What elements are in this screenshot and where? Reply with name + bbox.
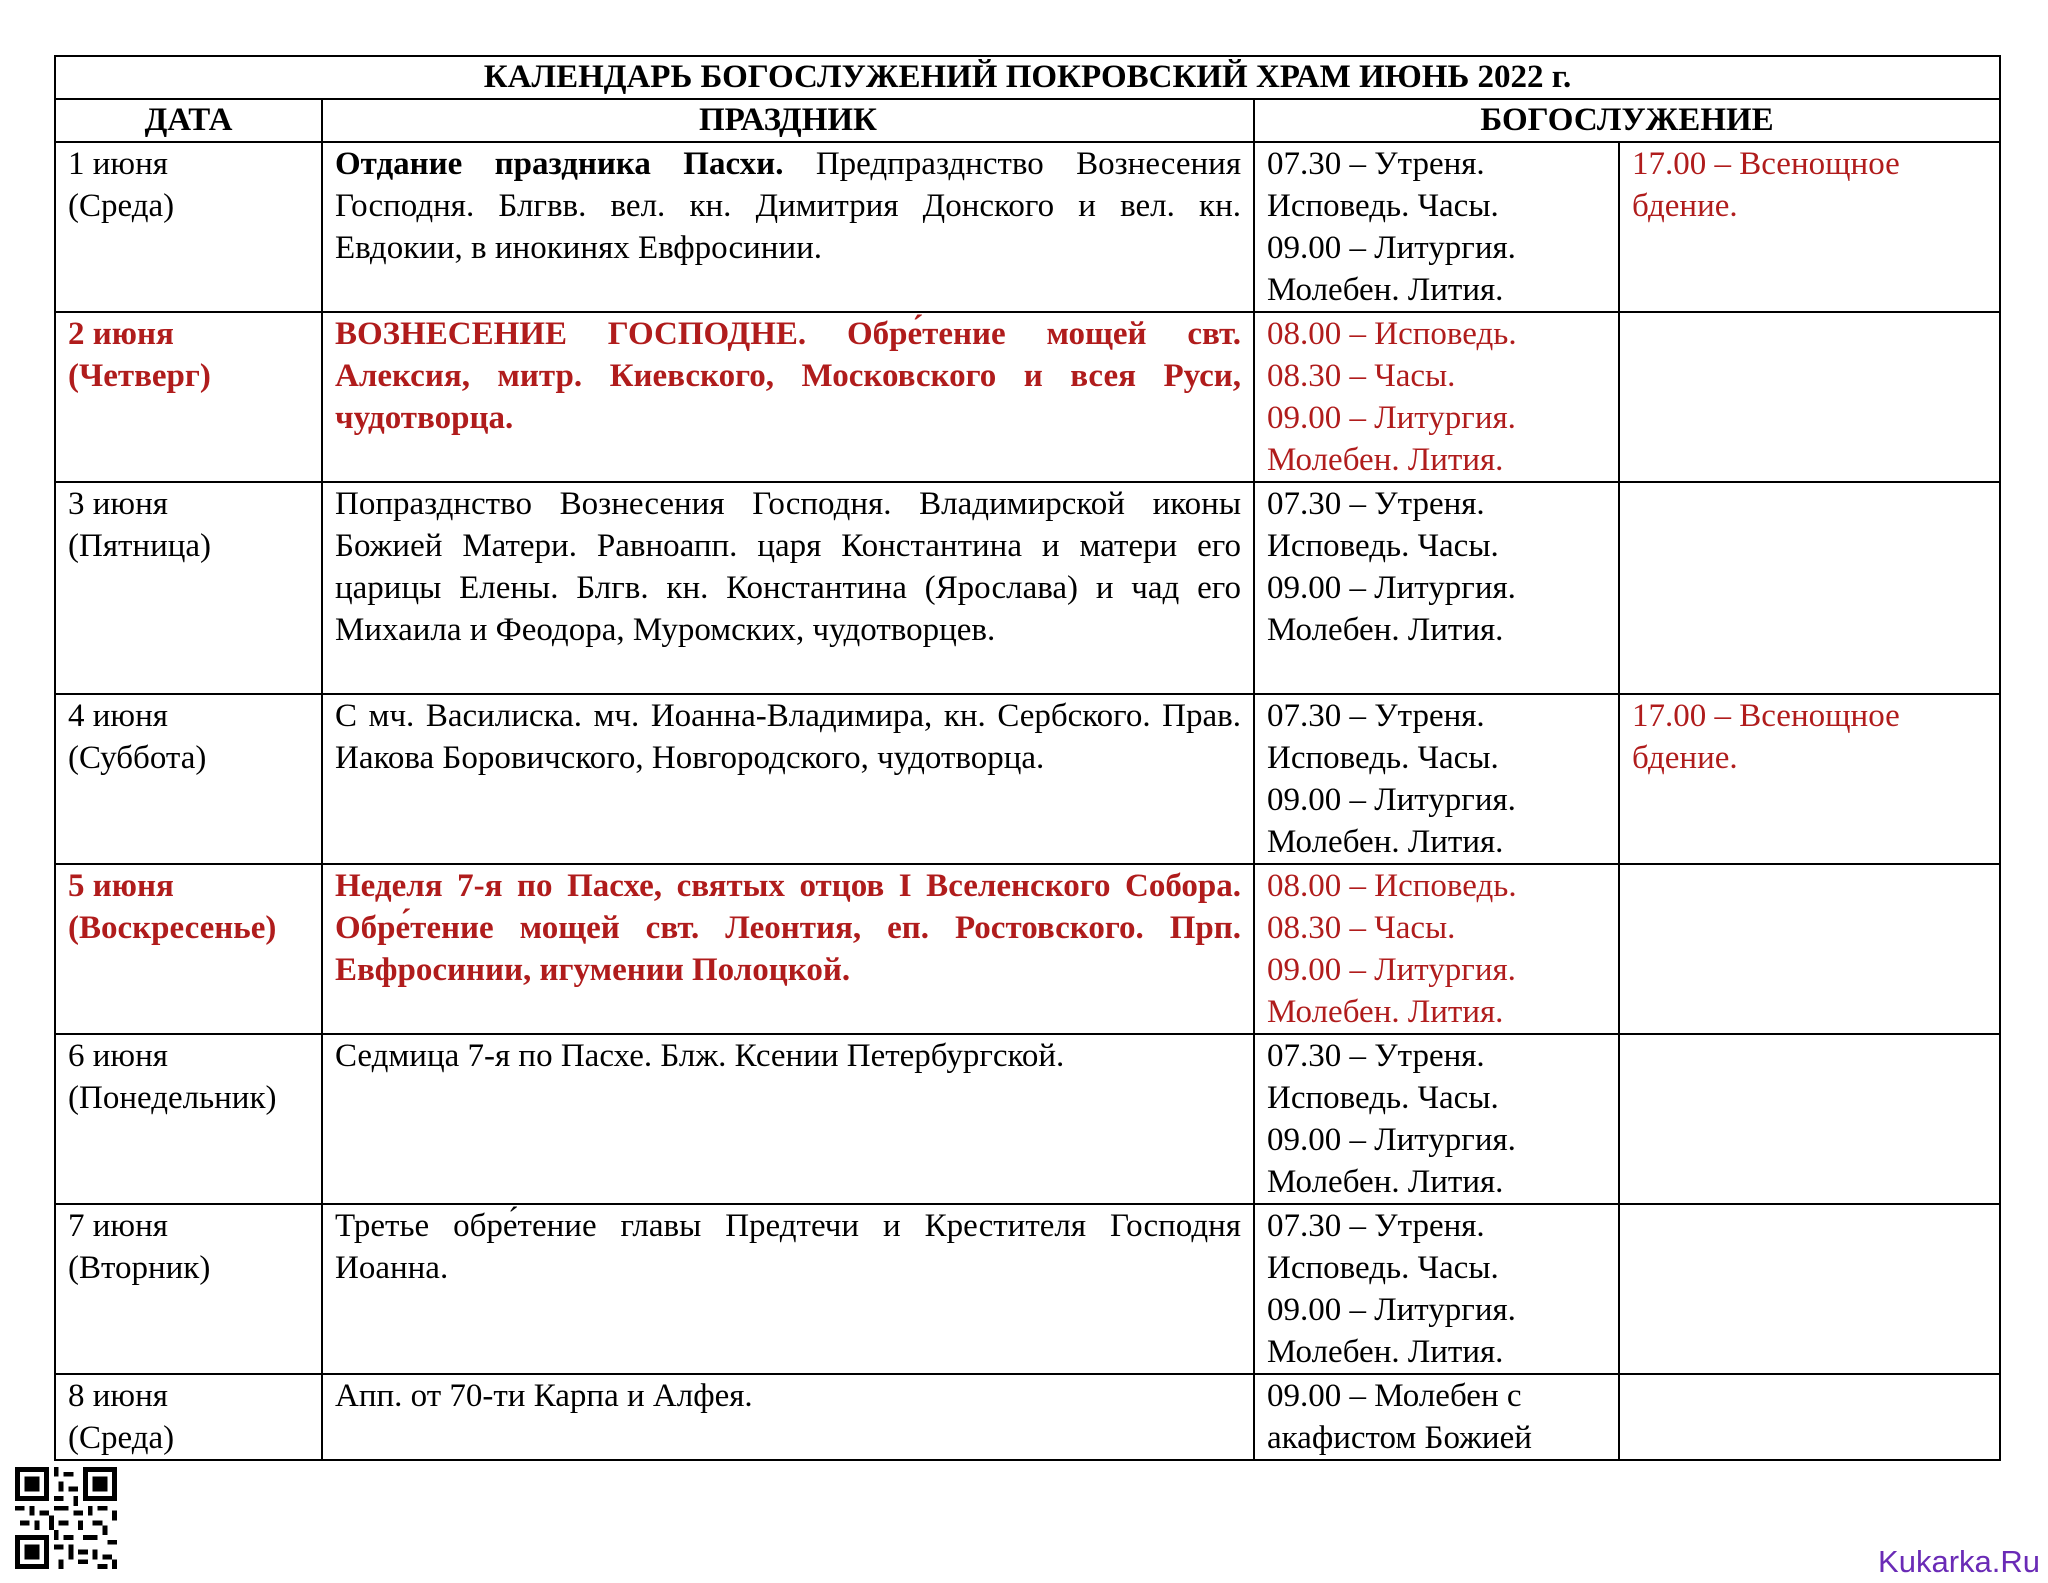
calendar-table (54, 55, 2001, 1461)
service-line: 07.30 – Утреня. (1267, 146, 1485, 182)
service-line: 08.30 – Часы. (1267, 910, 1456, 946)
date: 5 июня (68, 868, 174, 904)
service-line: 09.00 – Литургия. (1267, 952, 1516, 988)
evening-service-cell (1619, 1034, 2000, 1204)
feast-cell (322, 864, 1254, 1034)
qr-code-icon (15, 1467, 117, 1569)
feast-bold: Неделя 7-я по Пасхе, святых отцов I Вселенского Собора. Обре́тение мощей свт. Леонтия, еп. Ростовского. Прп. Евфросинии, игумении Полоцкой. (335, 868, 1241, 988)
calendar-title: КАЛЕНДАРЬ БОГОСЛУЖЕНИЙ ПОКРОВСКИЙ ХРАМ ИЮНЬ 2022 г. (55, 56, 2000, 99)
service-line: 08.30 – Часы. (1267, 358, 1456, 394)
feast-cell (322, 482, 1254, 694)
date: 2 июня (68, 316, 174, 352)
service-cell (1254, 1374, 1619, 1460)
weekday: (Суббота) (68, 740, 207, 776)
service-line: Исповедь. Часы. (1267, 740, 1499, 776)
feast-cell (322, 312, 1254, 482)
feast-bold: ВОЗНЕСЕНИЕ ГОСПОДНЕ. Обре́тение мощей свт. Алексия, митр. Киевского, Московского и всея Руси, чудотворца. (335, 316, 1241, 436)
service-line: 09.00 – Литургия. (1267, 782, 1516, 818)
date-cell (55, 1034, 322, 1204)
service-line: Исповедь. Часы. (1267, 188, 1499, 224)
service-line: 07.30 – Утреня. (1267, 486, 1485, 522)
date-cell (55, 142, 322, 312)
feast-text: С мч. Василиска. мч. Иоанна-Владимира, кн. Сербского. Прав. Иакова Боровичского, Новгородского, чудотворца. (335, 698, 1241, 776)
date-cell (55, 864, 322, 1034)
service-cell (1254, 864, 1619, 1034)
service-cell (1254, 1034, 1619, 1204)
table-row (55, 1374, 2000, 1460)
feast-cell (322, 1034, 1254, 1204)
feast-text: Третье обре́тение главы Предтечи и Крестителя Господня Иоанна. (335, 1208, 1241, 1286)
service-line: 08.00 – Исповедь. (1267, 868, 1517, 904)
evening-service-cell (1619, 864, 2000, 1034)
service-line: Молебен. Лития. (1267, 824, 1504, 860)
service-line: 09.00 – Литургия. (1267, 570, 1516, 606)
evening-line: бдение. (1632, 740, 1738, 776)
weekday: (Вторник) (68, 1250, 211, 1286)
evening-service-cell (1619, 482, 2000, 694)
service-line: 09.00 – Литургия. (1267, 400, 1516, 436)
evening-service-cell (1619, 1204, 2000, 1374)
table-row (55, 312, 2000, 482)
date: 3 июня (68, 486, 168, 522)
service-line: 07.30 – Утреня. (1267, 698, 1485, 734)
weekday: (Среда) (68, 188, 175, 224)
service-line: Молебен. Лития. (1267, 994, 1504, 1030)
evening-service-cell (1619, 312, 2000, 482)
evening-line: 17.00 – Всенощное (1632, 146, 1900, 182)
weekday: (Понедельник) (68, 1080, 277, 1116)
table-row (55, 482, 2000, 694)
service-line: 09.00 – Молебен с (1267, 1378, 1522, 1414)
service-cell (1254, 482, 1619, 694)
service-cell (1254, 312, 1619, 482)
table-row (55, 142, 2000, 312)
evening-service-cell (1619, 1374, 2000, 1460)
weekday: (Среда) (68, 1420, 175, 1456)
feast-cell (322, 1204, 1254, 1374)
date-cell (55, 482, 322, 694)
service-cell (1254, 1204, 1619, 1374)
feast-text: Предпразднство Вознесения Господня. Блгвв. вел. кн. Димитрия Донского и вел. кн. Евдокии, в инокинях Евфросинии. (335, 146, 1241, 266)
header-date: ДАТА (55, 99, 322, 142)
feast-text: Попразднство Вознесения Господня. Владимирской иконы Божией Матери. Равноапп. царя Константина и матери его царицы Елены. Блгв. кн. Константина (Ярослава) и чад его Михаила и Феодора, Муромских, чудотворцев. (335, 486, 1241, 648)
date: 4 июня (68, 698, 168, 734)
service-cell (1254, 694, 1619, 864)
service-line: Исповедь. Часы. (1267, 1250, 1499, 1286)
service-line: 09.00 – Литургия. (1267, 230, 1516, 266)
table-row (55, 1204, 2000, 1374)
service-line: 07.30 – Утреня. (1267, 1208, 1485, 1244)
service-line: Молебен. Лития. (1267, 1164, 1504, 1200)
date-cell (55, 694, 322, 864)
evening-line: 17.00 – Всенощное (1632, 698, 1900, 734)
table-row (55, 864, 2000, 1034)
feast-cell (322, 142, 1254, 312)
evening-service-cell (1619, 694, 2000, 864)
table-row (55, 1034, 2000, 1204)
date: 7 июня (68, 1208, 168, 1244)
service-line: Молебен. Лития. (1267, 272, 1504, 308)
service-cell (1254, 142, 1619, 312)
feast-text: Апп. от 70-ти Карпа и Алфея. (335, 1378, 753, 1414)
evening-line: бдение. (1632, 188, 1738, 224)
service-line: 07.30 – Утреня. (1267, 1038, 1485, 1074)
date-cell (55, 1204, 322, 1374)
weekday: (Пятница) (68, 528, 212, 564)
service-line: акафистом Божией (1267, 1420, 1532, 1456)
date: 8 июня (68, 1378, 168, 1414)
feast-cell (322, 1374, 1254, 1460)
header-feast: ПРАЗДНИК (322, 99, 1254, 142)
service-line: 09.00 – Литургия. (1267, 1292, 1516, 1328)
header-service: БОГОСЛУЖЕНИЕ (1254, 99, 2000, 142)
service-line: Исповедь. Часы. (1267, 528, 1499, 564)
date: 1 июня (68, 146, 168, 182)
feast-bold: Отдание праздника Пасхи. (335, 146, 784, 182)
weekday: (Четверг) (68, 358, 211, 394)
table-row (55, 694, 2000, 864)
watermark[interactable]: Kukarka.Ru (1878, 1544, 2040, 1579)
service-line: 08.00 – Исповедь. (1267, 316, 1517, 352)
service-line: Молебен. Лития. (1267, 612, 1504, 648)
date-cell (55, 1374, 322, 1460)
service-line: Молебен. Лития. (1267, 442, 1504, 478)
service-line: Молебен. Лития. (1267, 1334, 1504, 1370)
date-cell (55, 312, 322, 482)
date: 6 июня (68, 1038, 168, 1074)
evening-service-cell (1619, 142, 2000, 312)
service-line: 09.00 – Литургия. (1267, 1122, 1516, 1158)
weekday: (Воскресенье) (68, 910, 277, 946)
feast-cell (322, 694, 1254, 864)
service-line: Исповедь. Часы. (1267, 1080, 1499, 1116)
feast-text: Седмица 7-я по Пасхе. Блж. Ксении Петербургской. (335, 1038, 1065, 1074)
